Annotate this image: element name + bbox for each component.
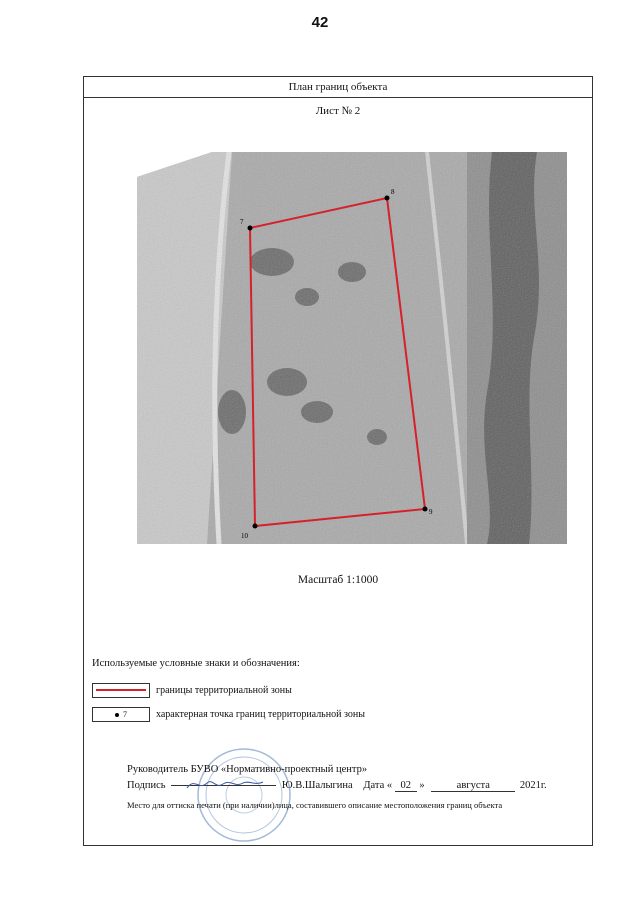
point-label: 8: [391, 188, 395, 196]
date-day: 02: [395, 780, 417, 792]
legend-point-symbol: [92, 707, 150, 722]
stamp-seal: [194, 745, 294, 845]
boundary-point: [248, 226, 253, 231]
sheet-label: Лист № 2: [315, 105, 361, 117]
handwritten-signature: [185, 779, 265, 791]
date-year: 2021г.: [519, 780, 547, 791]
aerial-map: [137, 152, 567, 544]
boundary-point: [253, 524, 258, 529]
signer-name: Ю.В.Шалыгина: [281, 780, 353, 791]
signature-line: [171, 785, 276, 786]
point-symbol: [115, 713, 119, 717]
aerial-photo: [137, 152, 567, 544]
legend-item-text: характерная точка границ территориальной зоны: [156, 709, 365, 720]
boundary-point: [423, 507, 428, 512]
legend-title: Используемые условные знаки и обозначения:: [92, 658, 300, 669]
point-label: 10: [241, 532, 248, 540]
point-label: 7: [240, 218, 244, 226]
signature-title: Руководитель БУВО «Нормативно-проектный центр»: [127, 764, 368, 775]
page-number: 42: [311, 14, 329, 31]
date-month: августа: [431, 780, 515, 792]
legend-item-text: границы территориальной зоны: [156, 685, 292, 696]
boundary-point: [385, 196, 390, 201]
legend-line-symbol: [92, 683, 150, 698]
date-label: Дата «: [363, 780, 393, 791]
stamp-note: Место для оттиска печати (при наличии)лица, составившего описание местоположения границ объекта: [127, 800, 503, 810]
page-title: План границ объекта: [84, 77, 592, 98]
point-symbol-label: 7: [123, 710, 127, 719]
red-line-symbol: [96, 689, 146, 691]
scale-label: Масштаб 1:1000: [297, 574, 379, 586]
signature-label: Подпись: [127, 780, 166, 791]
point-label: 9: [429, 508, 433, 516]
signature-row: [127, 780, 547, 792]
date-close-quote: »: [419, 780, 425, 791]
document-frame: [83, 76, 593, 846]
